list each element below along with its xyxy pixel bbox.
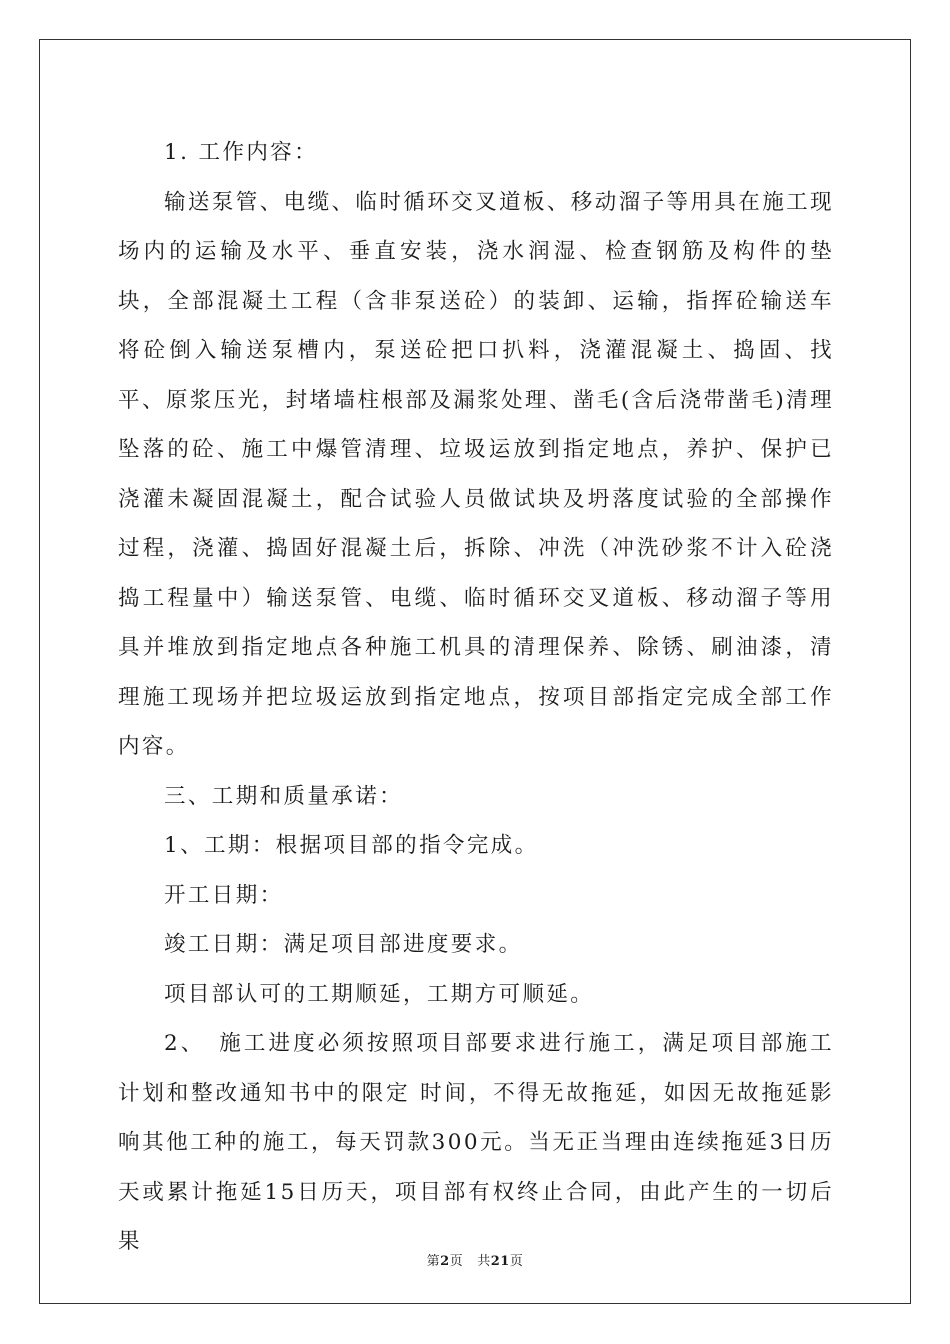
start-date-line: 开工日期： [164,882,284,908]
work-content-paragraph: 输送泵管、电缆、临时循环交叉道板、移动溜子等用具在施工现场内的运输及水平、垂直安装，浇水润湿、检查钢筋及构件的垫块，全部混凝土工程（含非泵送砼）的装卸、运输，指挥砼输送车将砼倒入输送泵槽内，泵送砼把口扒料，浇灌混凝土、捣固、找平、原浆压光，封堵墙柱根部及漏浆处理、凿毛(含后浇带凿毛)清理坠落的砼、施工中爆管清理、垃圾运放到指定地点，养护、保护已浇灌未凝固混凝土，配合试验人员做试块及坍落度试验的全部操作过程，浇灌、捣固好混凝土后，拆除、冲洗（冲洗砂浆不计入砼浇捣工程量中）输送泵管、电缆、临时循环交叉道板、移动溜子等用具并堆放到指定地点各种施工机具的清理保养、除锈、刷油漆，清理施工现场并把垃圾运放到指定地点，按项目部指定完成全部工作内容。 [118,189,834,759]
page-number-footer [0,1250,950,1269]
section-heading-schedule-quality: 三、工期和质量承诺： [164,783,404,809]
schedule-item: 1、工期：根据项目部的指令完成。 [164,833,539,858]
current-page-number: 2 [440,1254,450,1269]
section-heading-work-content: 1. 工作内容： [164,140,319,165]
page-suffix: 页 [449,1254,464,1269]
completion-date-line: 竣工日期：满足项目部进度要求。 [164,932,523,957]
total-prefix: 共 [477,1254,491,1269]
page-prefix: 第 [426,1254,441,1269]
progress-clause-paragraph: 2、 施工进度必须按照项目部要求进行施工，满足项目部施工计划和整改通知书中的限定 时间，不得无故拖延，如因无故拖延影响其他工种的施工，每天罚款300元。当无正当理由连续拖延3日历天或累计拖延15日历天，项目部有权终止合同，由此产生的一切后果 [118,1031,834,1254]
total-suffix: 页 [509,1254,524,1269]
extension-note: 项目部认可的工期顺延，工期方可顺延。 [164,981,595,1007]
total-page-count: 21 [490,1254,510,1269]
document-body [118,128,834,1267]
